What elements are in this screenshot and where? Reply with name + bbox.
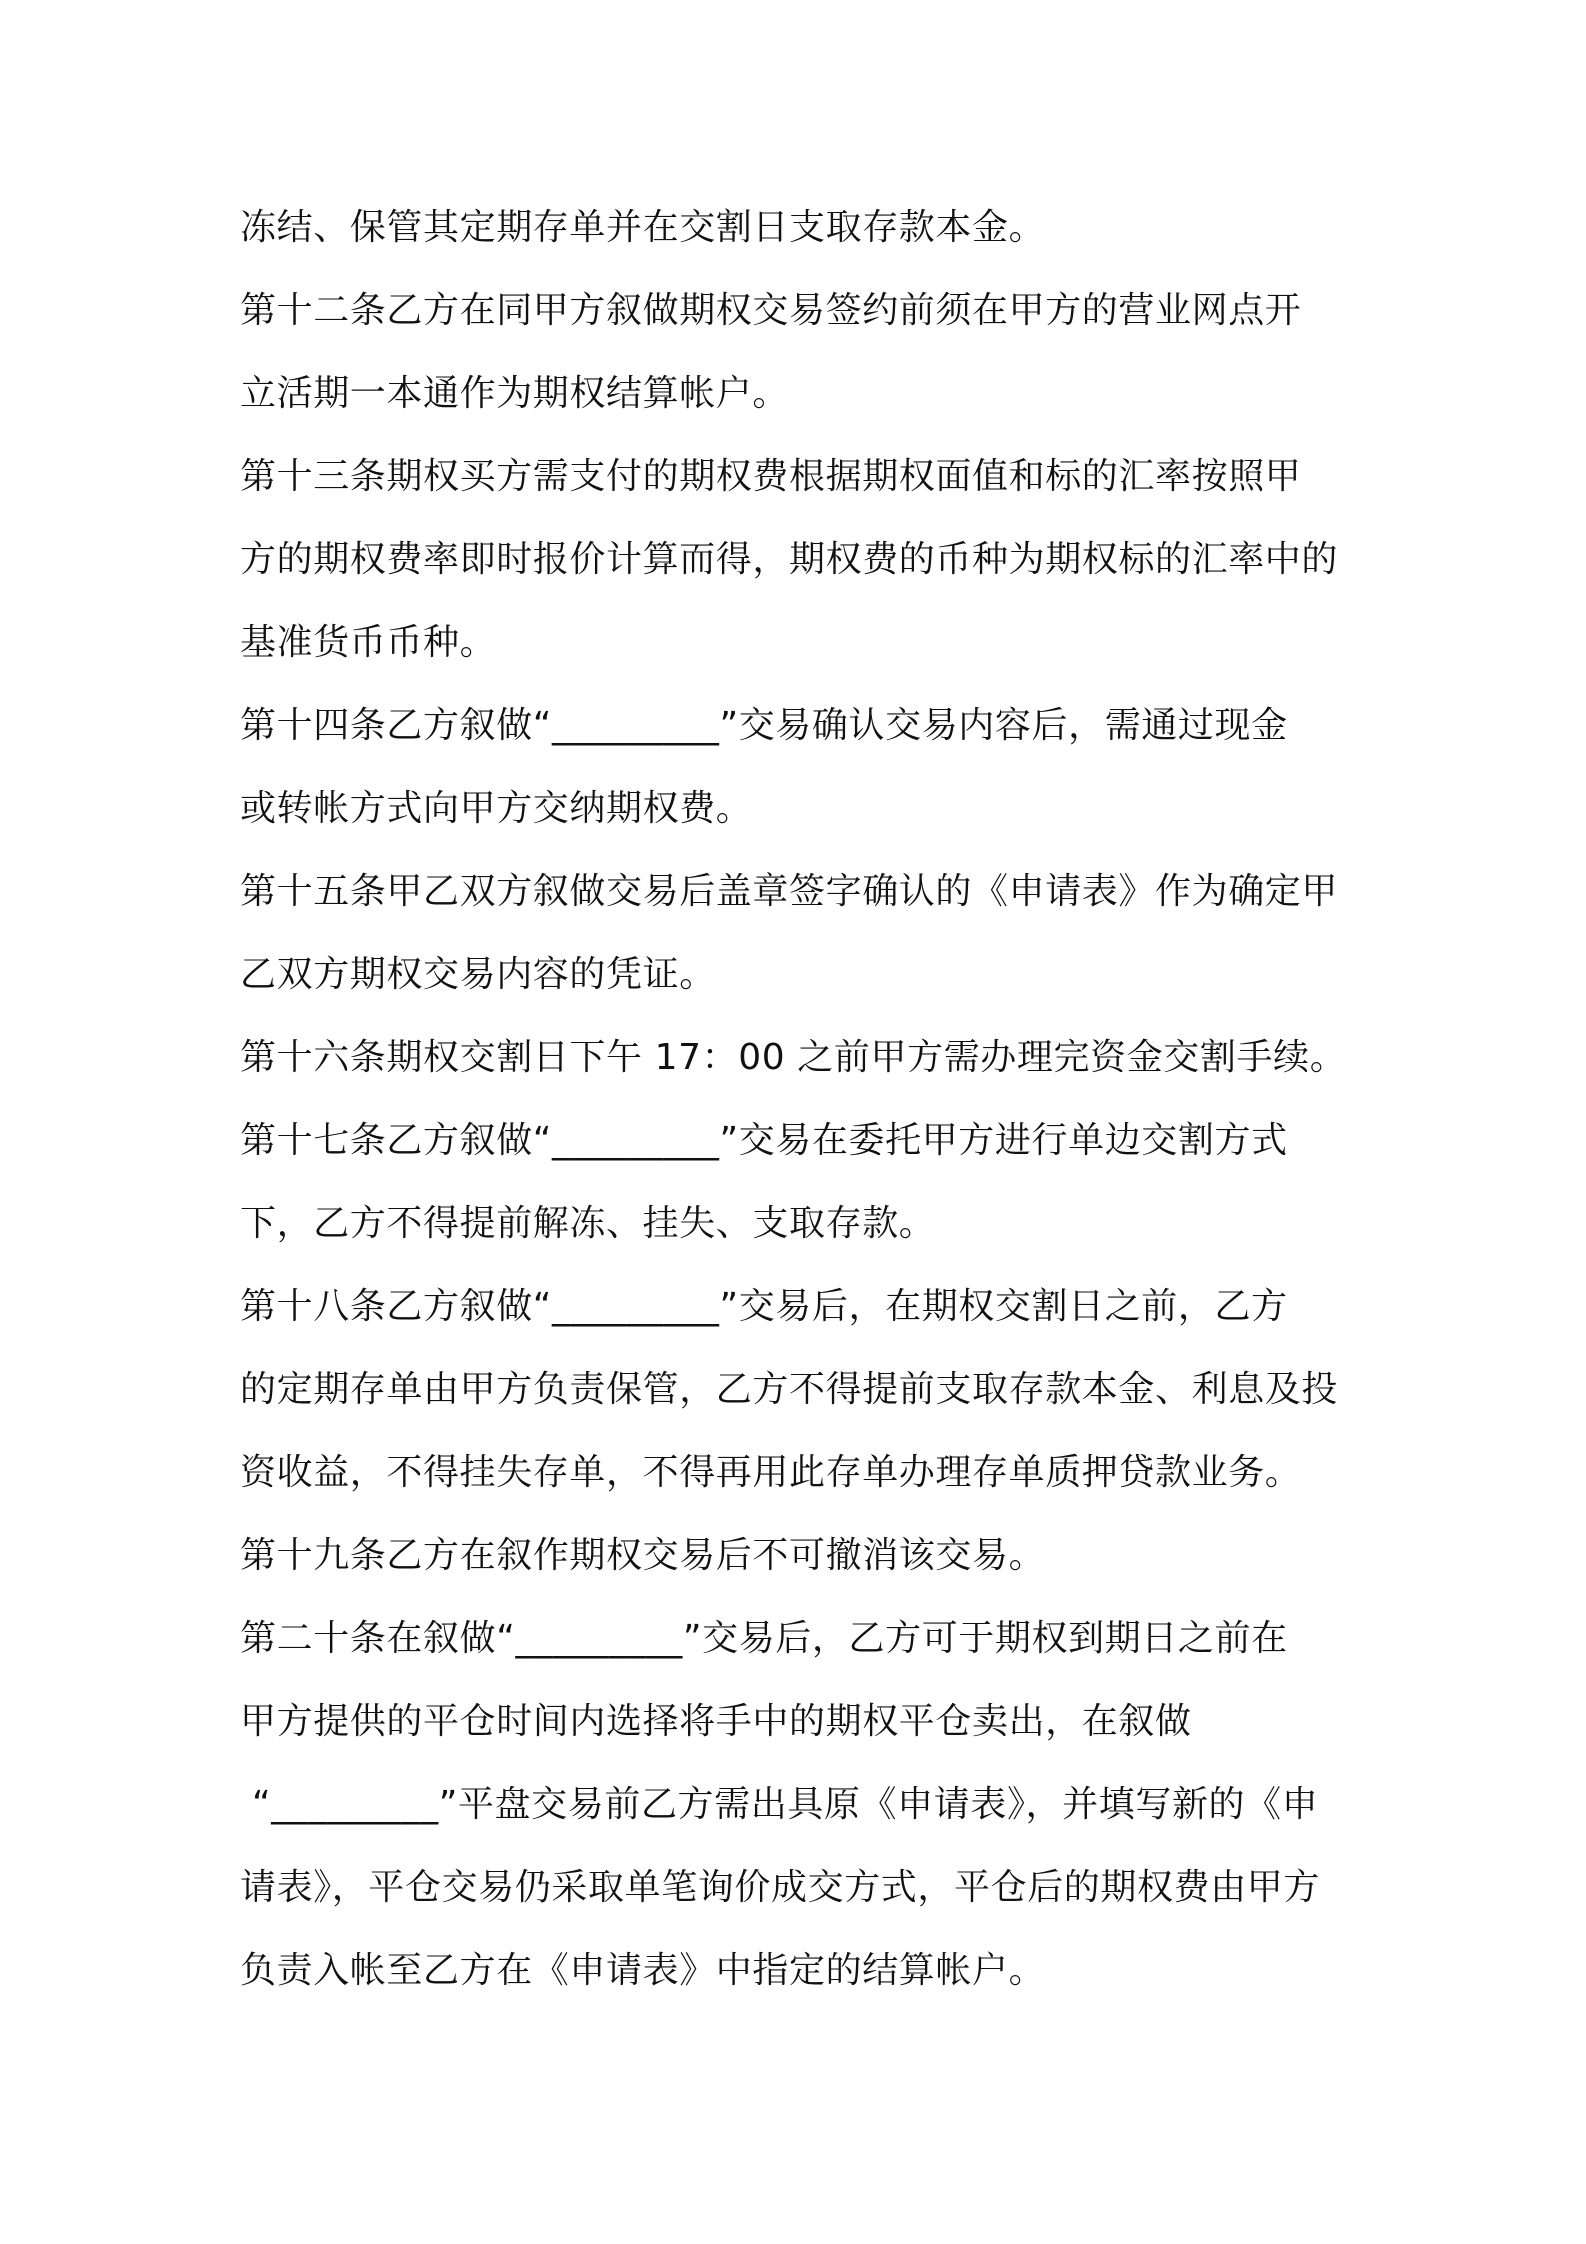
text-line: 立活期一本通作为期权结算帐户。: [240, 373, 790, 414]
text-line: 第十四条乙方叙做“_________”交易确认交易内容后，需通过现金: [240, 705, 1288, 746]
text-line: 第十九条乙方在叙作期权交易后不可撤消该交易。: [240, 1535, 1046, 1576]
text-line: 资收益，不得挂失存单，不得再用此存单办理存单质押贷款业务。: [240, 1452, 1302, 1493]
text-line: 负责入帐至乙方在《申请表》中指定的结算帐户。: [240, 1950, 1046, 1991]
text-line: 第十六条期权交割日下午 17：00 之前甲方需办理完资金交割手续。: [240, 1037, 1347, 1078]
text-line: 第十八条乙方叙做“_________”交易后，在期权交割日之前，乙方: [240, 1286, 1288, 1327]
text-line: 方的期权费率即时报价计算而得，期权费的币种为期权标的汇率中的: [240, 539, 1339, 580]
text-line: 第十七条乙方叙做“_________”交易在委托甲方进行单边交割方式: [240, 1120, 1288, 1161]
text-line: 或转帐方式向甲方交纳期权费。: [240, 788, 753, 829]
text-line: 甲方提供的平仓时间内选择将手中的期权平仓卖出，在叙做: [240, 1701, 1192, 1742]
text-line: “_________”平盘交易前乙方需出具原《申请表》，并填写新的《申: [240, 1784, 1319, 1825]
text-line: 第十五条甲乙双方叙做交易后盖章签字确认的《申请表》作为确定甲: [240, 871, 1339, 912]
text-line: 乙双方期权交易内容的凭证。: [240, 954, 716, 995]
text-line: 第十二条乙方在同甲方叙做期权交易签约前须在甲方的营业网点开: [240, 290, 1302, 331]
text-line: 第二十条在叙做“_________”交易后，乙方可于期权到期日之前在: [240, 1618, 1288, 1659]
text-line: 的定期存单由甲方负责保管，乙方不得提前支取存款本金、利息及投: [240, 1369, 1339, 1410]
text-line: 第十三条期权买方需支付的期权费根据期权面值和标的汇率按照甲: [240, 456, 1302, 497]
text-line: 请表》，平仓交易仍采取单笔询价成交方式，平仓后的期权费由甲方: [240, 1867, 1321, 1908]
text-line: 下，乙方不得提前解冻、挂失、支取存款。: [240, 1203, 936, 1244]
text-line: 冻结、保管其定期存单并在交割日支取存款本金。: [240, 207, 1046, 248]
text-line: 基准货币币种。: [240, 622, 497, 663]
